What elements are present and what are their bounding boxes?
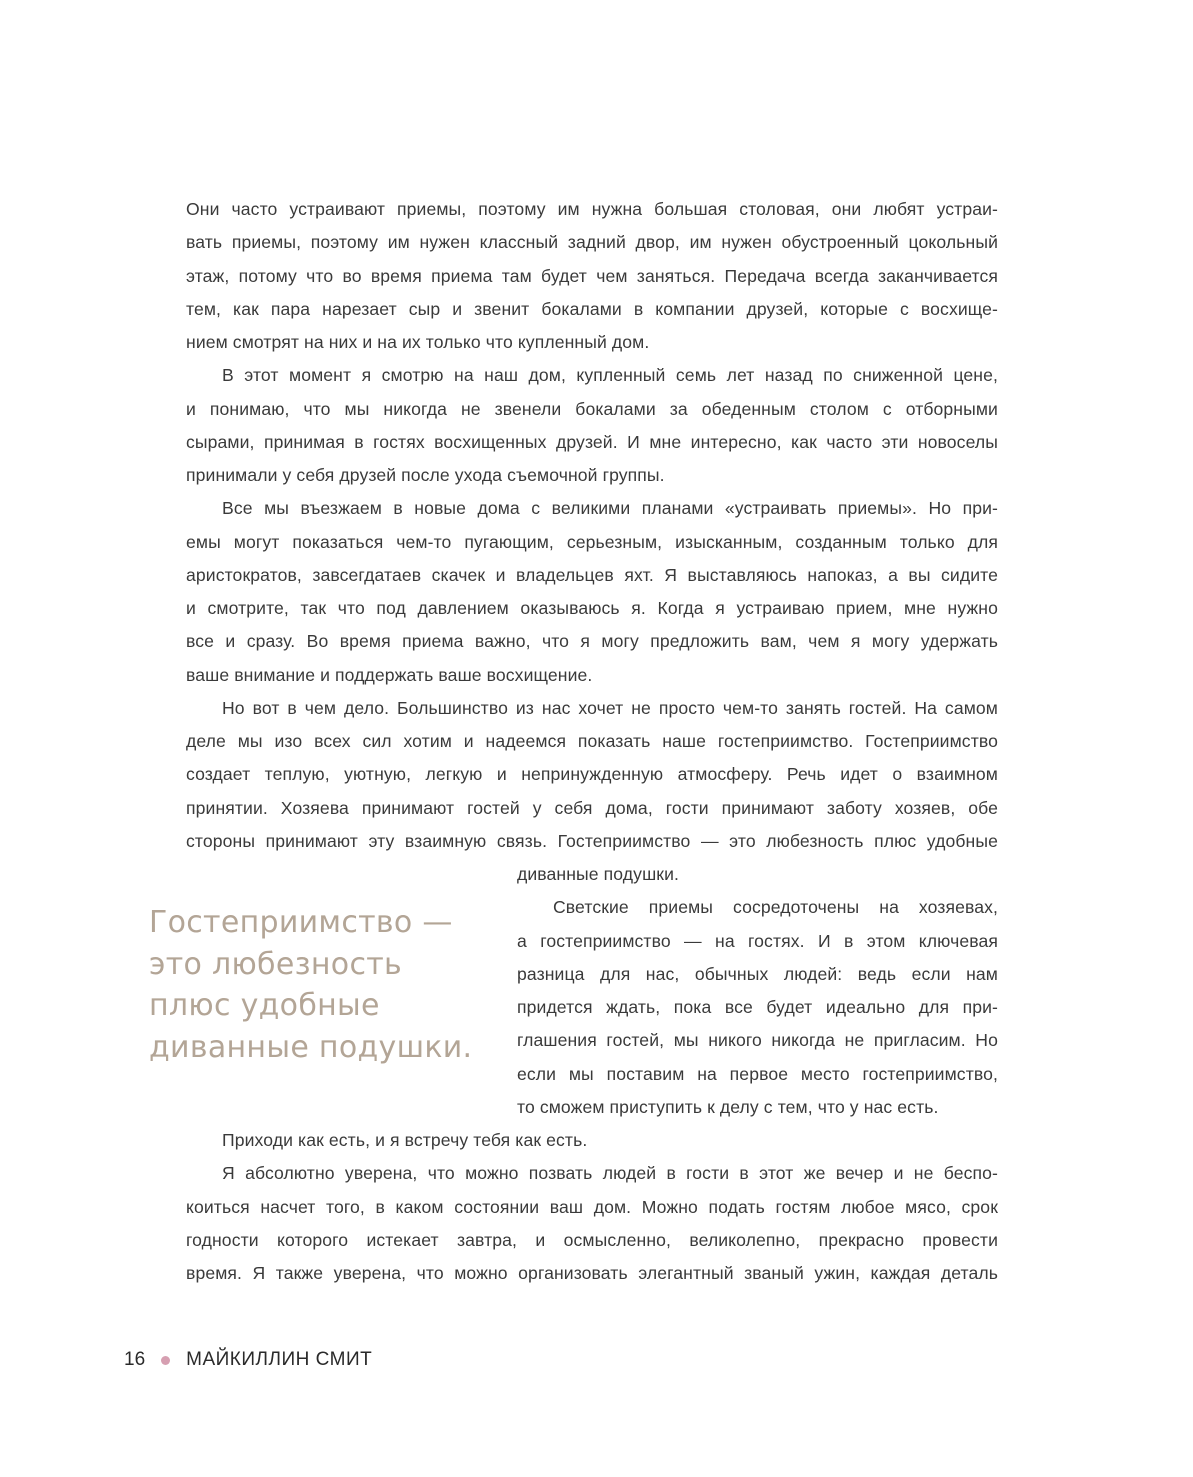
text-line: Все мы въезжаем в новые дома с великими планами «устраивать приемы». Но при- <box>222 498 998 519</box>
pull-quote-line: диванные подушки. <box>149 1029 473 1065</box>
text-line: Светские приемы сосредоточены на хозяевах, <box>553 897 998 918</box>
text-line: время. Я также уверена, что можно организовать элегантный званый ужин, каждая деталь <box>186 1263 998 1283</box>
text-line: диванные подушки. <box>517 864 679 884</box>
text-line: если мы поставим на первое место гостеприимство, <box>517 1063 998 1084</box>
text-line: и смотрите, так что под давлением оказываюсь я. Когда я устраиваю прием, мне нужно <box>186 598 998 618</box>
text-line: нием смотрят на них и на их только что купленный дом. <box>186 332 650 352</box>
author-name: МАЙКИЛЛИН СМИТ <box>186 1349 373 1370</box>
text-line: вать приемы, поэтому им нужен классный задний двор, им нужен обустроенный цокольный <box>186 232 998 253</box>
text-line: Но вот в чем дело. Большинство из нас хочет не просто чем-то занять гостей. На самом <box>222 697 998 718</box>
page-footer <box>124 1345 372 1375</box>
text-line: сырами, принимая в гостях восхищенных друзей. И мне интересно, как часто эти новоселы <box>186 431 998 452</box>
text-line: В этот момент я смотрю на наш дом, купленный семь лет назад по сниженной цене, <box>222 365 998 386</box>
text-line: деле мы изо всех сил хотим и надеемся показать наше гостеприимство. Гостеприимство <box>186 731 998 751</box>
text-line: то сможем приступить к делу с тем, что у нас есть. <box>517 1096 939 1117</box>
pull-quote-line: Гостеприимство — <box>149 905 453 940</box>
text-line: Приходи как есть, и я встречу тебя как есть. <box>222 1130 588 1150</box>
bullet-dot-icon <box>161 1356 170 1365</box>
text-line: Они часто устраивают приемы, поэтому им нужна большая столовая, они любят устраи- <box>186 199 998 219</box>
text-line: а гостеприимство — на гостях. И в этом ключевая <box>517 930 998 951</box>
text-line: все и сразу. Во время приема важно, что я могу предложить вам, чем я могу удержать <box>186 631 998 652</box>
text-line: емы могут показаться чем-то пугающим, серьезным, изысканным, созданным только для <box>186 531 998 552</box>
text-line: коиться насчет того, в каком состоянии ваш дом. Можно подать гостям любое мясо, срок <box>186 1196 998 1217</box>
text-line: годности которого истекает завтра, и осмысленно, великолепно, прекрасно провести <box>186 1229 998 1250</box>
text-line: стороны принимают эту взаимную связь. Гостеприимство — это любезность плюс удобные <box>186 830 998 851</box>
text-line: принимали у себя друзей после ухода съемочной группы. <box>186 465 665 485</box>
text-line: тем, как пара нарезает сыр и звенит бокалами в компании друзей, которые с восхище- <box>186 298 998 319</box>
text-line: создает теплую, уютную, легкую и непринужденную атмосферу. Речь идет о взаимном <box>186 764 998 785</box>
text-line: разница для нас, обычных людей: ведь если нам <box>517 963 998 984</box>
text-line: этаж, потому что во время приема там будет чем заняться. Передача всегда заканчивается <box>186 265 998 286</box>
text-line: и понимаю, что мы никогда не звенели бокалами за обеденным столом с отборными <box>186 398 998 419</box>
pull-quote <box>149 902 489 1068</box>
page-number: 16 <box>124 1349 146 1370</box>
text-line: аристократов, завсегдатаев скачек и владельцев яхт. Я выставляюсь напоказ, а вы сидите <box>186 564 998 585</box>
pull-quote-line: плюс удобные <box>149 988 380 1023</box>
text-line: глашения гостей, мы никого никогда не пригласим. Но <box>517 1030 998 1051</box>
text-line: ваше внимание и поддержать ваше восхищение. <box>186 664 593 685</box>
text-line: Я абсолютно уверена, что можно позвать людей в гости в этот же вечер и не беспо- <box>222 1163 998 1184</box>
pull-quote-line: это любезность <box>149 946 402 982</box>
text-line: принятии. Хозяева принимают гостей у себя дома, гости принимают заботу хозяев, обе <box>186 797 998 818</box>
text-line: придется ждать, пока все будет идеально для при- <box>517 997 998 1017</box>
